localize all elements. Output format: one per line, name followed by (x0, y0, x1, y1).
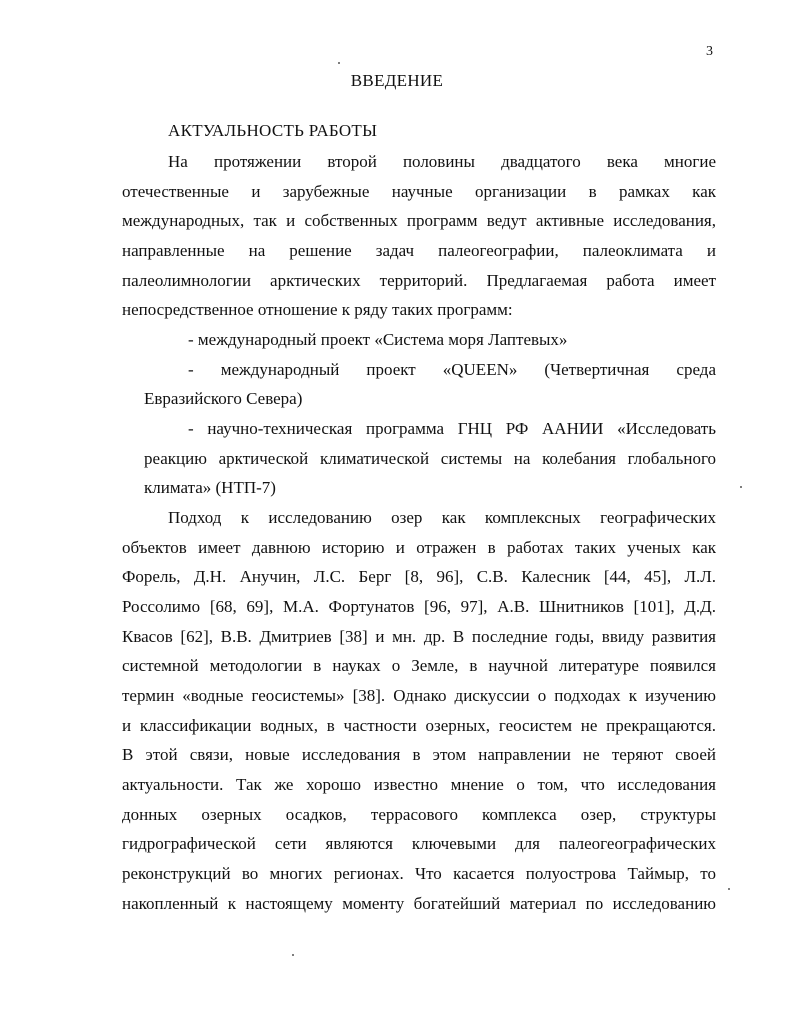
text-line: реконструкций во многих регионах. Что касается полуострова Таймыр, то (122, 864, 716, 883)
text-line: направленные на решение задач палеогеографии, палеоклимата и (122, 241, 716, 260)
scan-speck (740, 486, 742, 488)
scan-speck (292, 954, 294, 956)
text-line: донных озерных осадков, террасового комплекса озер, структуры (122, 805, 716, 824)
list-item-continuation: Евразийского Севера) (144, 389, 303, 408)
text-line: системной методологии в науках о Земле, в научной литературе появился (122, 656, 716, 675)
text-line: Подход к исследованию озер как комплексных географических (168, 508, 716, 527)
page-number: 3 (706, 44, 713, 59)
text-line: палеолимнологии арктических территорий. Предлагаемая работа имеет (122, 271, 716, 290)
list-item-continuation: реакцию арктической климатической системы на колебания глобального (144, 449, 716, 468)
text-line: и классификации водных, в частности озерных, геосистем не прекращаются. (122, 716, 716, 735)
list-item: - международный проект «Система моря Лаптевых» (188, 330, 568, 349)
text-line: актуальности. Так же хорошо известно мнение о том, что исследования (122, 775, 716, 794)
text-line: объектов имеет давнюю историю и отражен в работах таких ученых как (122, 538, 716, 557)
text-line: На протяжении второй половины двадцатого века многие (168, 152, 716, 171)
list-item: - международный проект «QUEEN» (Четвертичная среда (188, 360, 716, 379)
text-line: накопленный к настоящему моменту богатейший материал по исследованию (122, 894, 716, 913)
text-line: В этой связи, новые исследования в этом направлении не теряют своей (122, 745, 716, 764)
scan-speck (338, 62, 340, 64)
text-line: термин «водные геосистемы» [38]. Однако дискуссии о подходах к изучению (122, 686, 716, 705)
text-line: непосредственное отношение к ряду таких программ: (122, 300, 513, 319)
text-line: Россолимо [68, 69], М.А. Фортунатов [96, 97], А.В. Шнитников [101], Д.Д. (122, 597, 716, 616)
page-title: ВВЕДЕНИЕ (350, 71, 444, 90)
list-item: - научно-техническая программа ГНЦ РФ ААНИИ «Исследовать (188, 419, 716, 438)
section-title: АКТУАЛЬНОСТЬ РАБОТЫ (168, 121, 378, 140)
text-line: отечественные и зарубежные научные организации в рамках как (122, 182, 716, 201)
text-line: Форель, Д.Н. Анучин, Л.С. Берг [8, 96], С.В. Калесник [44, 45], Л.Л. (122, 567, 716, 586)
scan-speck (728, 888, 730, 890)
text-line: Квасов [62], В.В. Дмитриев [38] и мн. др. В последние годы, ввиду развития (122, 627, 716, 646)
list-item-continuation: климата» (НТП-7) (144, 478, 276, 497)
text-line: гидрографической сети являются ключевыми для палеогеографических (122, 834, 716, 853)
text-line: международных, так и собственных программ ведут активные исследования, (122, 211, 716, 230)
